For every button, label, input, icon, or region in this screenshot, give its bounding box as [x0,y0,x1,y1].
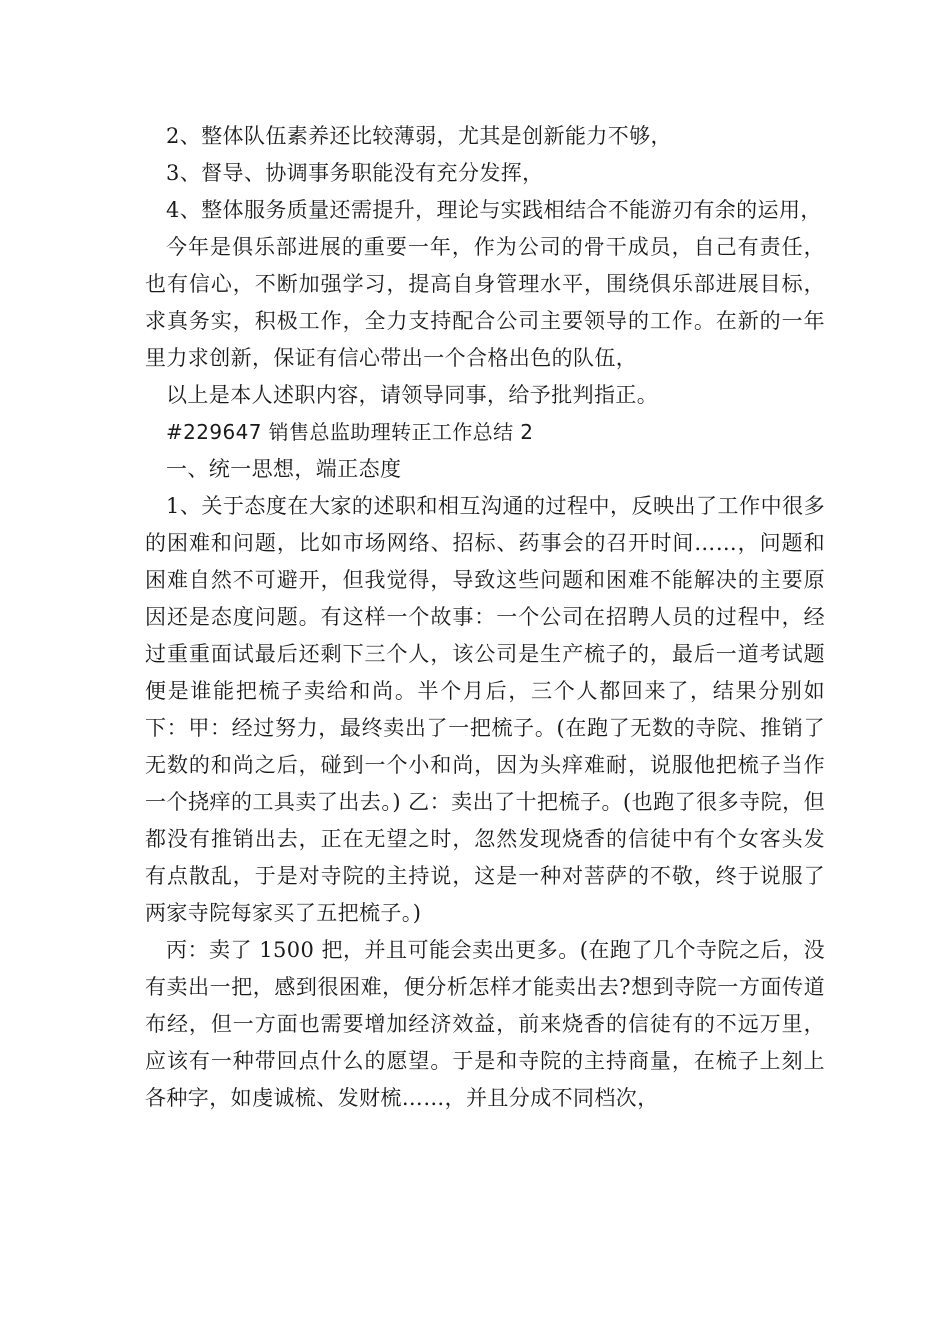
paragraph-item-4: 4、整体服务质量还需提升，理论与实践相结合不能游刃有余的运用， [166,198,822,222]
section-title: #229647 销售总监助理转正工作总结 2 [166,420,534,444]
paragraph-item-2: 2、整体队伍素养还比较薄弱，尤其是创新能力不够， [166,124,672,148]
document-body [145,118,825,1117]
paragraph-attitude: 1、关于态度在大家的述职和相互沟通的过程中，反映出了工作中很多的困难和问题，比如市场网络、招标、药事会的召开时间……，问题和困难自然不可避开，但我觉得，导致这些问题和困难不能解决的主要原因还是态度问题。有这样一个故事：一个公司在招聘人员的过程中，经过重重面试最后还剩下三个人，该公司是生产梳子的，最后一道考试题便是谁能把梳子卖给和尚。半个月后，三个人都回来了，结果分别如下：甲：经过努力，最终卖出了一把梳子。(在跑了无数的寺院、推销了无数的和尚之后，碰到一个小和尚，因为头痒难耐，说服他把梳子当作一个挠痒的工具卖了出去。) 乙：卖出了十把梳子。(也跑了很多寺院，但都没有推销出去，正在无望之时，忽然发现烧香的信徒中有个女客头发有点散乱，于是对寺院的主持说，这是一种对菩萨的不敬，终于说服了两家寺院每家买了五把梳子。) [145,494,825,925]
paragraph-closing: 以上是本人述职内容，请领导同事，给予批判指正。 [166,383,659,407]
paragraph-this-year: 今年是俱乐部进展的重要一年，作为公司的骨干成员，自己有责任，也有信心，不断加强学习，提高自身管理水平，围绕俱乐部进展目标，求真务实，积极工作，全力支持配合公司主要领导的工作。在新的一年里力求创新，保证有信心带出一个合格出色的队伍， [145,235,825,370]
section-heading-1: 一、统一思想，端正态度 [166,457,402,481]
paragraph-item-3: 3、督导、协调事务职能没有充分发挥， [166,161,544,185]
paragraph-bing: 丙：卖了 1500 把，并且可能会卖出更多。(在跑了几个寺院之后，没有卖出一把，感到很困难，便分析怎样才能卖出去?想到寺院一方面传道布经，但一方面也需要增加经济效益，前来烧香的信徒有的不远万里，应该有一种带回点什么的愿望。于是和寺院的主持商量，在梳子上刻上各种字，如虔诚梳、发财梳……，并且分成不同档次， [145,938,825,1110]
